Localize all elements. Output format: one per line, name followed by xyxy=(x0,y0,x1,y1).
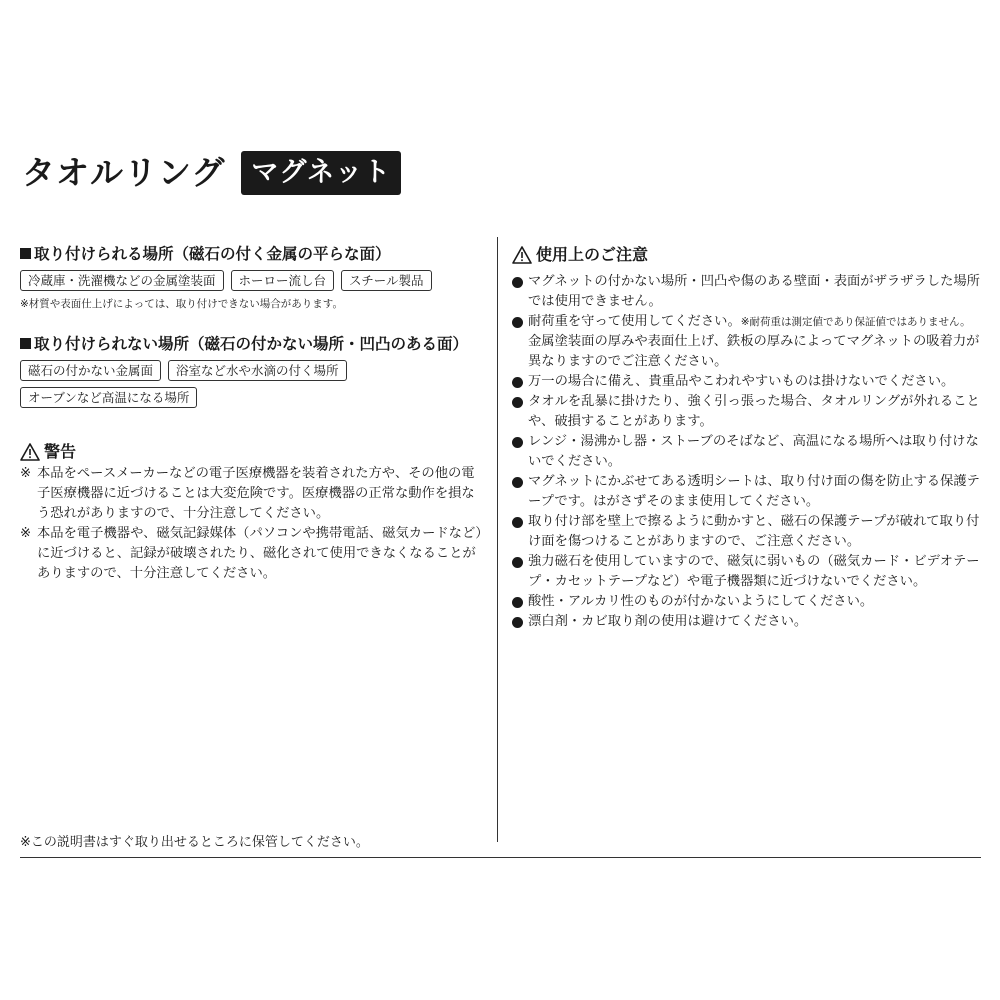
caution-item: 万一の場合に備え、貴重品やこわれやすいものは掛けないでください。 xyxy=(512,372,984,392)
caution-item: マグネットの付かない場所・凹凸や傷のある壁面・表面がザラザラした場所では使用できません。 xyxy=(512,272,984,312)
not-mountable-chip: 磁石の付かない金属面 xyxy=(20,360,161,381)
bullet-icon xyxy=(512,597,523,608)
bullet-icon xyxy=(512,437,523,448)
not-mountable-chips xyxy=(20,360,482,414)
magnet-badge: マグネット xyxy=(241,151,401,195)
square-bullet-icon xyxy=(20,338,31,349)
caution-item: 取り付け部を壁上で擦るように動かすと、磁石の保護テープが破れて取り付け面を傷つけることがありますので、ご注意ください。 xyxy=(512,512,984,552)
mountable-note: ※材質や表面仕上げによっては、取り付けできない場合があります。 xyxy=(20,298,343,310)
footer-note: ※この説明書はすぐ取り出せるところに保管してください。 xyxy=(20,835,369,850)
caution-heading: 使用上のご注意 xyxy=(512,243,984,267)
right-column xyxy=(512,243,984,632)
warning-triangle-icon xyxy=(20,443,40,461)
warning-heading: 警告 xyxy=(20,440,482,464)
square-bullet-icon xyxy=(20,248,31,259)
bullet-icon xyxy=(512,277,523,288)
mountable-chip: 冷蔵庫・洗濯機などの金属塗装面 xyxy=(20,270,224,291)
mountable-heading: 取り付けられる場所（磁石の付く金属の平らな面） xyxy=(20,243,482,265)
bullet-icon xyxy=(512,557,523,568)
bullet-icon xyxy=(512,377,523,388)
bullet-icon xyxy=(512,477,523,488)
bullet-icon xyxy=(512,317,523,328)
footer-divider xyxy=(20,857,981,858)
left-column xyxy=(20,243,482,584)
not-mountable-chip: 浴室など水や水滴の付く場所 xyxy=(168,360,347,381)
bullet-icon xyxy=(512,617,523,628)
warning-triangle-icon xyxy=(512,246,532,264)
title-row xyxy=(22,150,401,196)
warning-item: ※ 本品を電子機器や、磁気記録媒体（パソコンや携帯電話、磁気カードなど）に近づけると、記録が破壊されたり、磁化されて使用できなくなることがありますので、十分注意してください。 xyxy=(20,526,482,581)
mountable-chip: スチール製品 xyxy=(341,270,432,291)
caution-item: 強力磁石を使用していますので、磁気に弱いもの（磁気カード・ビデオテープ・カセットテープなど）や電子機器類に近づけないでください。 xyxy=(512,552,984,592)
mountable-chips xyxy=(20,270,482,297)
caution-item: 酸性・アルカリ性のものが付かないようにしてください。 xyxy=(512,592,984,612)
caution-item: マグネットにかぶせてある透明シートは、取り付け面の傷を防止する保護テープです。はがさずそのまま使用してください。 xyxy=(512,472,984,512)
bullet-icon xyxy=(512,517,523,528)
not-mountable-heading: 取り付けられない場所（磁石の付かない場所・凹凸のある面） xyxy=(20,333,482,355)
not-mountable-chip: オーブンなど高温になる場所 xyxy=(20,387,197,408)
caution-list xyxy=(512,272,984,632)
product-title: タオルリング xyxy=(22,153,226,192)
bullet-icon xyxy=(512,397,523,408)
column-divider xyxy=(497,237,498,842)
warning-item: ※ 本品をペースメーカーなどの電子医療機器を装着された方や、その他の電子医療機器に近づけることは大変危険です。医療機器の正常な動作を損なう恐れがありますので、十分注意してください。 xyxy=(20,466,475,521)
caution-item: 漂白剤・カビ取り剤の使用は避けてください。 xyxy=(512,612,984,632)
caution-item: 耐荷重を守って使用してください。※耐荷重は測定値であり保証値ではありません。 金属塗装面の厚みや表面仕上げ、鉄板の厚みによってマグネットの吸着力が異なりますのでご注意ください。 xyxy=(512,312,984,372)
caution-item: タオルを乱暴に掛けたり、強く引っ張った場合、タオルリングが外れることや、破損することがあります。 xyxy=(512,392,984,432)
warning-list xyxy=(20,464,482,584)
mountable-chip: ホーロー流し台 xyxy=(231,270,335,291)
caution-item: レンジ・湯沸かし器・ストーブのそばなど、高温になる場所へは取り付けないでください。 xyxy=(512,432,984,472)
